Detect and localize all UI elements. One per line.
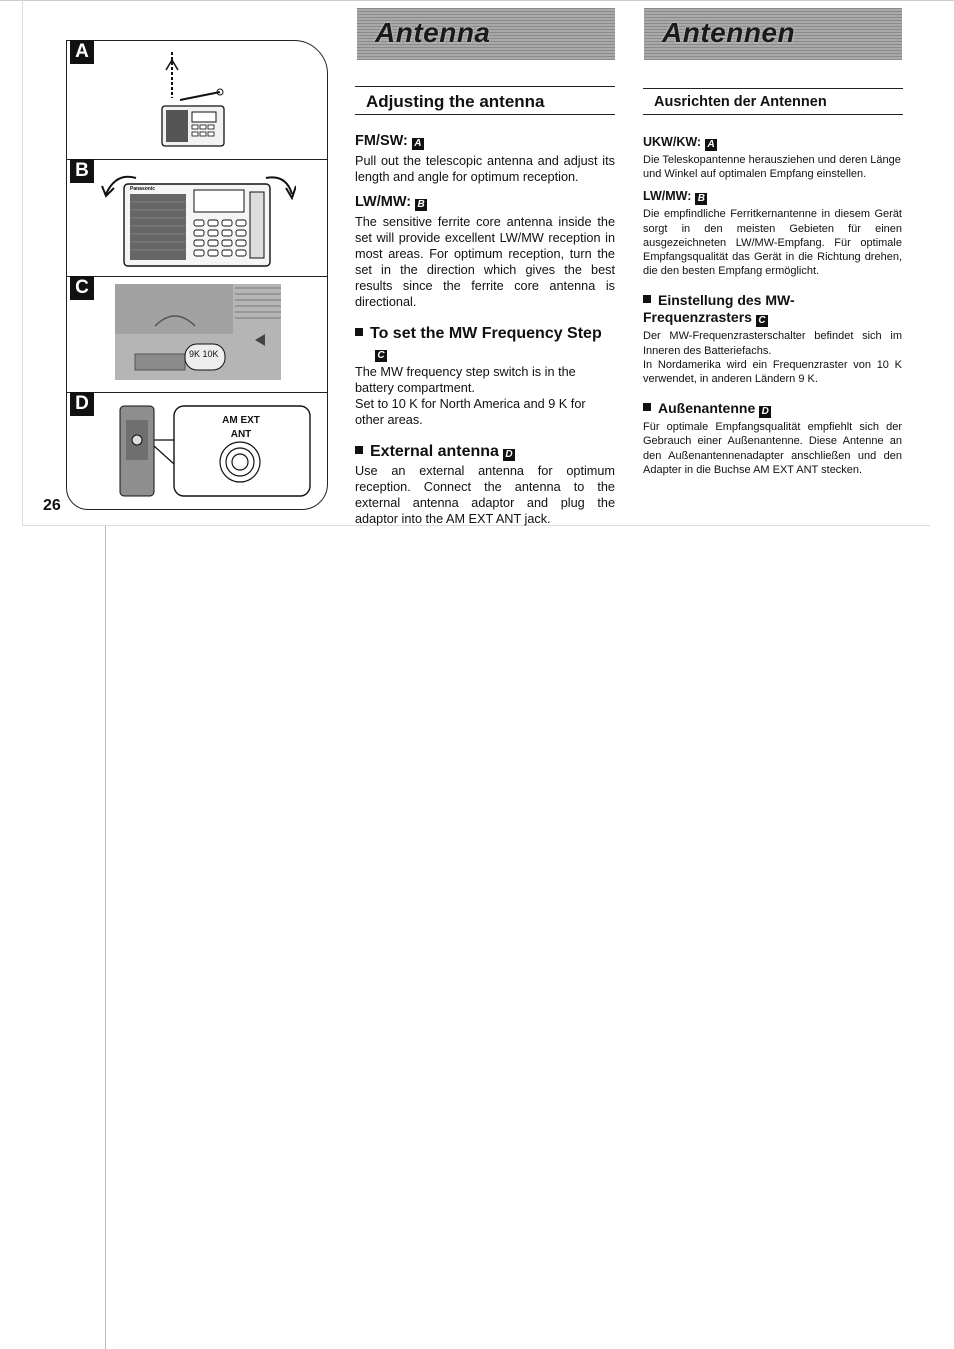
ukw-kw-heading: UKW/KW: A — [643, 135, 902, 151]
figure-ref-b: B — [415, 199, 427, 211]
mw-step-text-1: The MW frequency step switch is in the battery compartment. — [355, 365, 576, 395]
subheading-english: Adjusting the antenna — [366, 92, 545, 111]
subheading-german: Ausrichten der Antennen — [654, 94, 827, 110]
radio-telescopic-antenna-illustration — [150, 48, 240, 154]
external-antenna-heading: External antenna D — [355, 442, 615, 461]
bullet-icon — [355, 328, 363, 336]
external-antenna-jack-illustration — [116, 400, 316, 500]
lw-mw-heading: LW/MW: B — [355, 194, 615, 211]
page-number: 26 — [43, 497, 61, 514]
figure-ref-d: D — [759, 406, 771, 418]
left-guide-line — [22, 0, 23, 525]
aussenantenne-heading: Außenantenne D — [643, 400, 902, 418]
radio-rotation-illustration — [96, 164, 296, 272]
panel-label-d: D — [70, 392, 94, 416]
subhead-bottom-rule-german — [643, 114, 903, 115]
fm-sw-text: Pull out the telescopic antenna and adjust its length and angle for optimum reception. — [355, 154, 615, 184]
banner-title-english: Antenna — [375, 17, 491, 48]
panel-divider-ab — [66, 159, 328, 160]
panel-label-a: A — [70, 40, 94, 64]
german-text-column — [643, 135, 902, 477]
aussenantenne-text: Für optimale Empfangsqualität empfiehlt sich der Gebrauch einer Außenantenne. Diese Antenne an den Außenantennenadapter anschließen und den Adapter in die Buchse AM EXT ANT stecken. — [643, 421, 902, 476]
bullet-icon — [643, 295, 651, 303]
mw-step-text-2: Set to 10 K for North America and 9 K for other areas. — [355, 397, 586, 427]
panel-divider-cd — [66, 392, 328, 393]
frequency-step-switch-label: 9K 10K — [189, 349, 219, 359]
lw-mw-text: The sensitive ferrite core antenna inside the set will provide excellent LW/MW reception in most areas. For optimum reception, turn the set in the direction which gives the best results since the ferrite core antenna is directional. — [355, 215, 615, 309]
mw-raster-text-1: Der MW-Frequenzrasterschalter befindet sich im Inneren des Batteriefachs. — [643, 330, 902, 357]
figure-ref-a: A — [412, 138, 424, 150]
mw-step-heading: To set the MW Frequency Step C — [355, 324, 615, 362]
section-banner-english — [357, 8, 615, 60]
margin-guide-line — [105, 525, 106, 1349]
section-banner-german — [644, 8, 902, 60]
subhead-bottom-rule-english — [355, 114, 615, 115]
external-antenna-text: Use an external antenna for optimum reception. Connect the antenna to the external antenna adaptor and plug the adaptor into the AM EXT ANT jack. — [355, 464, 615, 526]
panel-label-b: B — [70, 159, 94, 183]
am-ext-ant-label — [222, 414, 260, 442]
figure-ref-c: C — [756, 315, 768, 327]
fm-sw-heading: FM/SW: A — [355, 133, 615, 150]
ukw-kw-text: Die Teleskopantenne herausziehen und deren Länge und Winkel auf optimalen Empfang einstellen. — [643, 154, 901, 181]
mw-raster-heading: Einstellung des MW-Frequenzrasters C — [643, 292, 795, 327]
battery-compartment-illustration — [115, 284, 281, 380]
lw-mw-text-german: Die empfindliche Ferritkernantenne in diesem Gerät sorgt in den meisten Gebieten für einen ausgezeichneten LW/MW-Empfang. Für optimale Empfangsqualität das Gerät in die Richtung drehen, die den besten Empfang ermöglicht. — [643, 208, 902, 278]
figure-ref-b: B — [695, 193, 707, 205]
english-text-column — [355, 133, 615, 527]
brand-label: Panasonic — [130, 186, 156, 192]
subhead-top-rule-german — [643, 88, 903, 89]
figure-ref-d: D — [503, 449, 515, 461]
mw-raster-text-2: In Nordamerika wird ein Frequenzraster von 10 K verwendet, in anderen Ländern 9 K. — [643, 358, 902, 386]
bullet-icon — [643, 403, 651, 411]
lw-mw-heading-german: LW/MW: B — [643, 189, 902, 205]
am-ext-label: AM EXT — [222, 415, 260, 426]
subhead-top-rule-english — [355, 86, 615, 87]
banner-title-german: Antennen — [662, 17, 796, 48]
top-edge-line — [0, 0, 954, 1]
figure-ref-c: C — [375, 350, 387, 362]
bullet-icon — [355, 446, 363, 454]
panel-divider-bc — [66, 276, 328, 277]
ant-label: ANT — [230, 429, 252, 440]
panel-label-c: C — [70, 276, 94, 300]
figure-ref-a: A — [705, 139, 717, 151]
